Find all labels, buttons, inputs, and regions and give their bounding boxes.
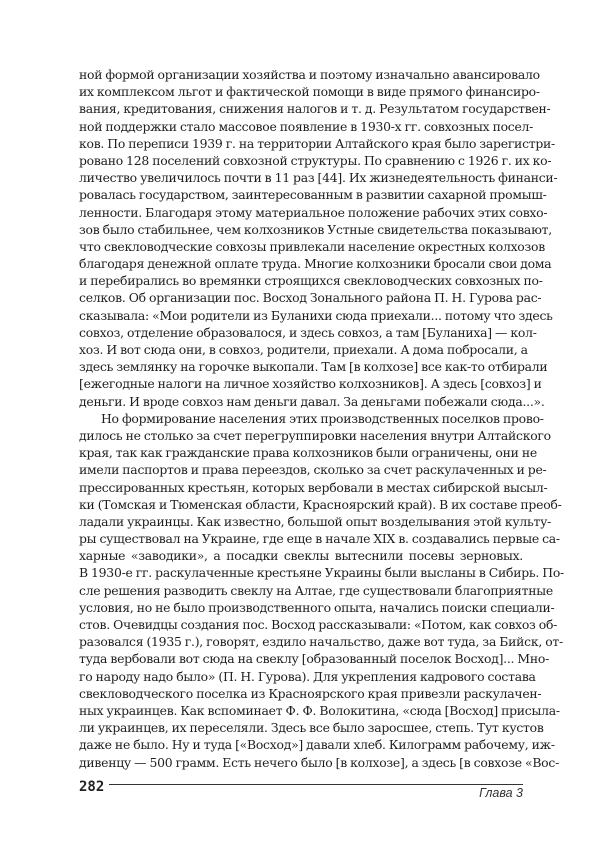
text-line: условия, но не было производственного опыта, начались поиски специали- — [79, 599, 555, 615]
text-line: прессированных крестьян, которых вербовали в местах сибирской высыл- — [79, 479, 548, 495]
text-line: здесь землянку на горочке выкопали. Там [в колхозе] все как-то отбирали — [79, 359, 548, 375]
page-number: 282 — [79, 779, 105, 795]
text-line: совхоз, отделение образовалося, и здесь совхоз, а там [Буланиха] — кол- — [79, 324, 537, 340]
text-line: ной поддержки стало массовое появление в 1930-х гг. совхозных посел- — [79, 118, 534, 134]
text-line: ленности. Благодаря этому материальное положение рабочих этих совхо- — [79, 204, 548, 220]
text-line: сле решения разводить свеклу на Алтае, где существовали благоприятные — [79, 582, 553, 598]
text-line: ки (Томская и Тюменская области, Красноярский край). В их составе преоб- — [79, 496, 562, 512]
text-line: харные «заводики», а посадки свеклы вытеснили посевы зерновых. — [79, 548, 523, 564]
text-line: и перебирались во времянки строящихся свекловодческих совхозных по- — [79, 273, 543, 289]
text-line: сказывала: «Мои родители из Буланихи сюда приехали... потому что здесь — [79, 307, 553, 323]
text-line: их комплексом льгот и фактической помощи в виде прямого финансиро- — [79, 84, 540, 100]
text-line: ли украинцев, их переселяли. Здесь все было заросшее, степь. Тут кустов — [79, 720, 544, 736]
text-line: Но формирование населения этих производственных поселков прово- — [101, 410, 544, 426]
text-line: личество увеличилось почти в 11 раз [44]. Их жизнедеятельность финанси- — [79, 170, 558, 186]
text-line: дилось не столько за счет перегруппировки населения внутри Алтайского — [79, 427, 551, 443]
chapter-label: Глава 3 — [479, 786, 523, 800]
text-line: В 1930-е гг. раскулаченные крестьяне Украины были высланы в Сибирь. По- — [79, 565, 564, 581]
text-line: деньги. И вроде совхоз нам деньги давал. За деньгами побежали сюда...». — [79, 393, 545, 409]
text-line: даже не было. Ну и туда [«Восход»] давали хлеб. Килограмм рабочему, иж- — [79, 737, 555, 753]
text-line: разовался (1935 г.), говорят, ездило начальство, даже вот туда, за Бийск, от- — [79, 634, 563, 650]
text-line: туда вербовали вот сюда на свеклу [образованный поселок Восход]... Мно- — [79, 651, 550, 667]
text-line: вания, кредитования, снижения налогов и т. д. Результатом государствен- — [79, 101, 551, 117]
text-line: ков. По переписи 1939 г. на территории Алтайского края было зарегистри- — [79, 135, 555, 151]
text-line: ровалась государством, заинтересованным в развитии сахарной промыш- — [79, 187, 547, 203]
text-line: дивенцу — 500 грамм. Есть нечего было [в колхозе], а здесь [в совхозе «Вос- — [79, 754, 560, 770]
text-line: хоз. И вот сюда они, в совхоз, родители, приехали. А дома побросали, а — [79, 342, 528, 357]
text-line: свекловодческого поселка из Красноярского края привезли раскулачен- — [79, 685, 542, 701]
text-line: [ежегодные налоги на личное хозяйство колхозников]. А здесь [совхоз] и — [79, 376, 542, 392]
page-footer — [79, 779, 523, 799]
text-line: ных украинцев. Как вспоминает Ф. Ф. Волокитина, «сюда [Восход] присыла- — [79, 702, 560, 718]
text-line: ной формой организации хозяйства и поэтому изначально авансировало — [79, 67, 540, 82]
text-line: имели паспортов и права переездов, сколько за счет раскулаченных и ре- — [79, 462, 547, 478]
text-line: ровано 128 поселений совхозной структуры. По сравнению с 1926 г. их ко- — [79, 152, 552, 168]
text-line: стов. Очевидцы создания пос. Восход рассказывали: «Потом, как совхоз об- — [79, 617, 558, 632]
text-line: ладали украинцы. Как известно, большой опыт возделывания этой культу- — [79, 513, 552, 529]
footer-rule — [109, 784, 523, 785]
text-line: края, так как гражданские права колхозников были ограничены, они не — [79, 445, 537, 461]
text-line: ры существовал на Украине, где еще в начале XIX в. создавались первые са- — [79, 531, 560, 547]
text-line: селков. Об организации пос. Восход Зонального района П. Н. Гурова рас- — [79, 290, 542, 306]
text-line: го народу надо было» (П. Н. Гурова). Для укрепления кадрового состава — [79, 668, 536, 684]
text-line: благодаря денежной оплате труда. Многие колхозники бросали свои дома — [79, 256, 552, 272]
text-line: что свекловодческие совхозы привлекали население окрестных колхозов — [79, 238, 545, 254]
page-body — [79, 66, 564, 771]
text-line: зов было стабильнее, чем колхозников Устные свидетельства показывают, — [79, 221, 552, 237]
